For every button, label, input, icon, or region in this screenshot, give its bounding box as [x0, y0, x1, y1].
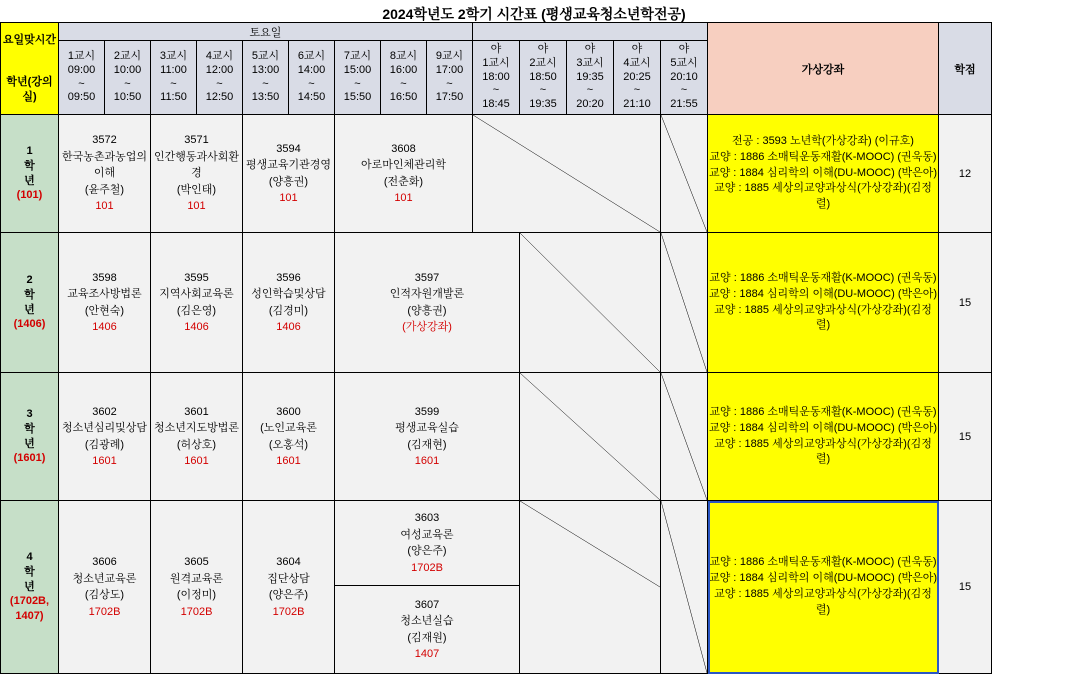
empty-slot-diagonal	[473, 115, 661, 233]
course-professor: (김재현)	[407, 438, 447, 451]
period-end: 17:50	[435, 91, 464, 104]
period-start: 20:10	[670, 70, 698, 83]
course-code: 3597	[414, 271, 440, 284]
course-room: 1601	[184, 455, 209, 467]
course-name: 청소년지도방법론	[153, 422, 239, 434]
course-name: 지역사회교육론	[159, 288, 234, 300]
empty-slot-diagonal	[520, 501, 661, 674]
period-no: 2교시	[529, 56, 557, 69]
period-start: 17:00	[435, 63, 464, 76]
course-name: 원격교육론	[169, 572, 224, 585]
course-professor: (허상호)	[176, 438, 217, 451]
year-number: 3	[26, 407, 33, 420]
period-tilde: ~	[124, 77, 131, 90]
virtual-course-item: 교양 : 1885 세상의교양과상식(가상강좌)(김정렬)	[714, 303, 932, 332]
night-label: 야	[678, 43, 690, 56]
year-char2: 년	[24, 303, 35, 316]
course-cell[interactable]	[335, 233, 520, 373]
course-name: 평생교육기관경영	[245, 159, 331, 171]
period-no: 3교시	[159, 50, 188, 62]
period-header-2	[105, 41, 151, 115]
course-cell[interactable]	[59, 115, 151, 233]
course-professor: (이정미)	[176, 589, 217, 601]
course-code: 3594	[276, 142, 301, 155]
period-no: 5교시	[251, 50, 280, 62]
virtual-course-item: 교양 : 1884 심리학의 이해(DU-MOOC) (박은아)	[708, 287, 938, 300]
period-end: 09:50	[67, 91, 96, 104]
course-name: 한국농촌과농업의이해	[61, 150, 147, 180]
course-professor: (김경미)	[268, 304, 309, 317]
credit-value: 12	[939, 115, 992, 233]
course-cell[interactable]	[151, 373, 243, 501]
course-name: 청소년교육론	[72, 572, 137, 585]
course-cell[interactable]	[59, 373, 151, 501]
corner-label	[1, 23, 59, 115]
period-tilde: ~	[680, 84, 688, 97]
course-cell[interactable]	[59, 501, 151, 674]
period-end: 20:20	[576, 98, 604, 111]
course-cell[interactable]	[243, 501, 335, 674]
period-no: 1교시	[67, 50, 96, 62]
virtual-course-item: 교양 : 1886 소매틱운동재활(K-MOOC) (권욱동)	[709, 271, 937, 284]
period-end: 10:50	[113, 91, 142, 104]
course-name: 청소년심리및상담	[61, 422, 147, 434]
period-tilde: ~	[400, 77, 407, 90]
period-no: 9교시	[435, 50, 464, 62]
period-tilde: ~	[78, 77, 85, 90]
course-code: 3606	[92, 556, 117, 568]
course-code: 3571	[184, 134, 209, 147]
course-room: 101	[95, 200, 114, 213]
course-professor: (전춘화)	[383, 175, 424, 188]
night-period-header-5	[661, 41, 708, 115]
empty-slot-diagonal	[520, 373, 661, 501]
period-tilde: ~	[308, 77, 315, 90]
course-professor: (박인태)	[176, 183, 217, 196]
empty-slot-diagonal	[520, 233, 661, 373]
period-start: 15:00	[343, 63, 372, 76]
year-char1: 학	[24, 159, 35, 172]
period-end: 21:10	[623, 98, 651, 111]
virtual-course-cell[interactable]	[708, 115, 939, 233]
course-room: 101	[394, 192, 413, 204]
period-start: 16:00	[389, 63, 418, 76]
period-end: 15:50	[343, 91, 372, 104]
period-end: 21:55	[670, 98, 698, 111]
night-period-header-3	[567, 41, 614, 115]
period-no: 7교시	[343, 50, 372, 62]
period-start: 20:25	[623, 70, 651, 83]
course-professor: (안현숙)	[84, 304, 125, 317]
course-professor: (오홍석)	[268, 438, 309, 451]
course-code: 3572	[92, 134, 117, 147]
period-tilde: ~	[354, 77, 361, 90]
course-code: 3596	[276, 271, 301, 284]
period-end: 16:50	[389, 91, 418, 104]
period-no: 3교시	[576, 56, 604, 69]
year-room: (1406)	[13, 318, 46, 331]
virtual-course-item: 교양 : 1886 소매틱운동재활(K-MOOC) (권욱동)	[709, 150, 937, 163]
course-room: 101	[279, 192, 298, 204]
period-header-5	[243, 41, 289, 115]
course-room: 1407	[414, 648, 440, 660]
course-code: 3599	[414, 405, 440, 418]
virtual-course-item: 교양 : 1886 소매틱운동재활(K-MOOC) (권욱동)	[709, 556, 937, 569]
night-period-header-4	[614, 41, 661, 115]
course-name: (노인교육론	[260, 422, 317, 434]
period-header-7	[335, 41, 381, 115]
night-period-header-2	[520, 41, 567, 115]
period-header-1	[59, 41, 105, 115]
period-end: 12:50	[205, 91, 234, 104]
course-code: 3600	[276, 405, 301, 418]
course-professor: (윤주철)	[84, 183, 125, 196]
course-room: 1601	[414, 455, 440, 467]
period-start: 09:00	[67, 63, 96, 76]
course-room: 1702B	[411, 561, 443, 574]
course-room: (가상강좌)	[402, 321, 452, 333]
course-professor: (양흥권)	[407, 304, 447, 317]
course-room: 1406	[92, 321, 117, 333]
period-no: 2교시	[113, 50, 142, 62]
course-professor: (양은주)	[268, 589, 309, 601]
year-number: 2	[26, 273, 33, 286]
course-room: 1601	[92, 455, 117, 467]
period-no: 5교시	[670, 56, 698, 69]
year-char2: 년	[24, 174, 35, 187]
course-cell[interactable]	[243, 373, 335, 501]
virtual-course-item: 교양 : 1886 소매틱운동재활(K-MOOC) (권욱동)	[709, 405, 937, 418]
year-number: 4	[26, 550, 33, 563]
course-professor: (김광례)	[84, 438, 125, 451]
period-start: 11:00	[160, 63, 187, 76]
course-room: 1702B	[272, 605, 305, 618]
course-name: 인적자원개발론	[389, 288, 465, 300]
period-start: 13:00	[251, 63, 280, 76]
course-code: 3608	[391, 142, 416, 155]
night-span-header	[473, 23, 708, 41]
course-name: 평생교육실습	[395, 422, 459, 434]
course-room: 1601	[276, 455, 301, 467]
period-tilde: ~	[492, 84, 500, 97]
year-label-2	[1, 233, 59, 373]
course-cell[interactable]	[59, 233, 151, 373]
timetable	[0, 22, 992, 674]
course-name: 청소년실습	[400, 615, 454, 627]
period-tilde: ~	[586, 84, 594, 97]
course-name: 성인학습및상담	[251, 288, 326, 300]
period-start: 19:35	[576, 70, 604, 83]
period-tilde: ~	[539, 84, 547, 97]
night-period-header-1	[473, 41, 520, 115]
course-cell[interactable]	[151, 115, 243, 233]
course-room: 1406	[276, 321, 301, 333]
period-start: 18:00	[482, 70, 510, 83]
course-code: 3603	[414, 512, 440, 524]
course-room: 1406	[184, 321, 209, 333]
course-name: 집단상담	[267, 572, 310, 585]
virtual-course-cell[interactable]	[708, 501, 939, 674]
year-label-3	[1, 373, 59, 501]
night-label: 야	[490, 43, 502, 56]
corner-label-text: 요일맞시간	[2, 34, 57, 47]
period-no: 8교시	[389, 50, 418, 62]
year-label-1	[1, 115, 59, 233]
virtual-course-item: 교양 : 1884 심리학의 이해(DU-MOOC) (박은아)	[708, 166, 938, 179]
virtual-course-item: 교양 : 1884 심리학의 이해(DU-MOOC) (박은아)	[708, 572, 938, 585]
night-label: 야	[537, 43, 549, 56]
period-end: 18:45	[482, 98, 510, 111]
year-room: (101)	[16, 189, 43, 202]
period-tilde: ~	[446, 77, 453, 90]
course-name: 여성교육론	[400, 528, 454, 541]
period-start: 14:00	[297, 63, 326, 76]
period-header-6	[289, 41, 335, 115]
year-char2: 년	[24, 580, 35, 593]
period-start: 10:00	[113, 63, 142, 76]
period-no: 1교시	[482, 56, 510, 69]
period-tilde: ~	[633, 84, 641, 97]
period-tilde: ~	[262, 77, 269, 90]
course-code: 3602	[92, 405, 117, 418]
course-room: 1702B	[180, 605, 213, 618]
course-code: 3598	[92, 271, 117, 284]
period-end: 14:50	[297, 91, 326, 104]
period-no: 4교시	[623, 56, 651, 69]
course-code: 3607	[414, 598, 440, 611]
period-no: 6교시	[297, 50, 326, 62]
year-room: (1702B, 1407)	[9, 595, 50, 623]
course-code: 3604	[276, 556, 301, 568]
saturday-header: 토요일	[59, 23, 473, 41]
course-cell[interactable]	[151, 233, 243, 373]
course-name: 교육조사방법론	[67, 288, 142, 300]
course-professor: (김재원)	[407, 631, 447, 644]
course-cell[interactable]	[243, 115, 335, 233]
course-code: 3605	[184, 556, 209, 568]
year-char1: 학	[24, 288, 35, 301]
period-header-3	[151, 41, 197, 115]
credit-header: 학점	[939, 23, 992, 115]
period-header-8	[381, 41, 427, 115]
course-name: 아로마인체관리학	[360, 159, 446, 171]
course-cell[interactable]	[243, 233, 335, 373]
night-label: 야	[584, 43, 596, 56]
year-char2: 년	[24, 437, 35, 450]
empty-slot-diagonal	[661, 115, 708, 233]
period-tilde: ~	[216, 77, 223, 90]
period-header-9	[427, 41, 473, 115]
empty-slot-diagonal	[661, 373, 708, 501]
credit-value: 15	[939, 373, 992, 501]
corner-label-text2: 학년(강의실)	[6, 76, 53, 103]
year-label-4	[1, 501, 59, 674]
empty-slot-diagonal	[661, 501, 708, 674]
period-tilde: ~	[170, 77, 177, 90]
year-char1: 학	[24, 422, 35, 435]
course-professor: (김상도)	[84, 589, 125, 601]
virtual-course-item: 교양 : 1885 세상의교양과상식(가상강좌)(김정렬)	[714, 437, 932, 466]
course-code: 3595	[184, 271, 209, 284]
period-start: 18:50	[529, 70, 557, 83]
empty-slot-diagonal	[661, 233, 708, 373]
period-header-4	[197, 41, 243, 115]
period-end: 19:35	[529, 98, 557, 111]
virtual-course-header: 가상강좌	[708, 23, 939, 115]
page-title: 2024학년도 2학기 시간표 (평생교육청소년학전공)	[382, 6, 686, 22]
year-number: 1	[26, 144, 33, 157]
period-end: 13:50	[251, 91, 280, 104]
virtual-course-cell[interactable]	[708, 373, 939, 501]
course-code: 3601	[184, 405, 209, 418]
course-room: 101	[187, 200, 206, 213]
virtual-course-cell[interactable]	[708, 233, 939, 373]
course-cell[interactable]	[335, 586, 520, 674]
course-name: 인간행동과사회환경	[153, 150, 239, 180]
course-professor: (양흥권)	[268, 175, 309, 188]
course-professor: (양은주)	[407, 545, 447, 557]
course-cell[interactable]	[151, 501, 243, 674]
year-char1: 학	[24, 565, 35, 578]
virtual-course-item: 교양 : 1884 심리학의 이해(DU-MOOC) (박은아)	[708, 421, 938, 434]
period-end: 11:50	[160, 91, 187, 104]
course-professor: (김은영)	[176, 304, 217, 317]
virtual-course-item: 교양 : 1885 세상의교양과상식(가상강좌)(김정렬)	[714, 588, 932, 616]
course-room: 1702B	[88, 605, 121, 618]
period-start: 12:00	[205, 63, 234, 76]
course-cell[interactable]	[335, 501, 520, 586]
course-cell[interactable]	[335, 373, 520, 501]
credit-value: 15	[939, 501, 992, 674]
course-cell[interactable]	[335, 115, 473, 233]
night-label: 야	[631, 43, 643, 56]
virtual-course-item: 교양 : 1885 세상의교양과상식(가상강좌)(김정렬)	[714, 182, 932, 211]
credit-value: 15	[939, 233, 992, 373]
year-room: (1601)	[13, 452, 46, 465]
period-no: 4교시	[205, 50, 234, 62]
virtual-course-item: 전공 : 3593 노년학(가상강좌) (이규호)	[732, 134, 914, 147]
